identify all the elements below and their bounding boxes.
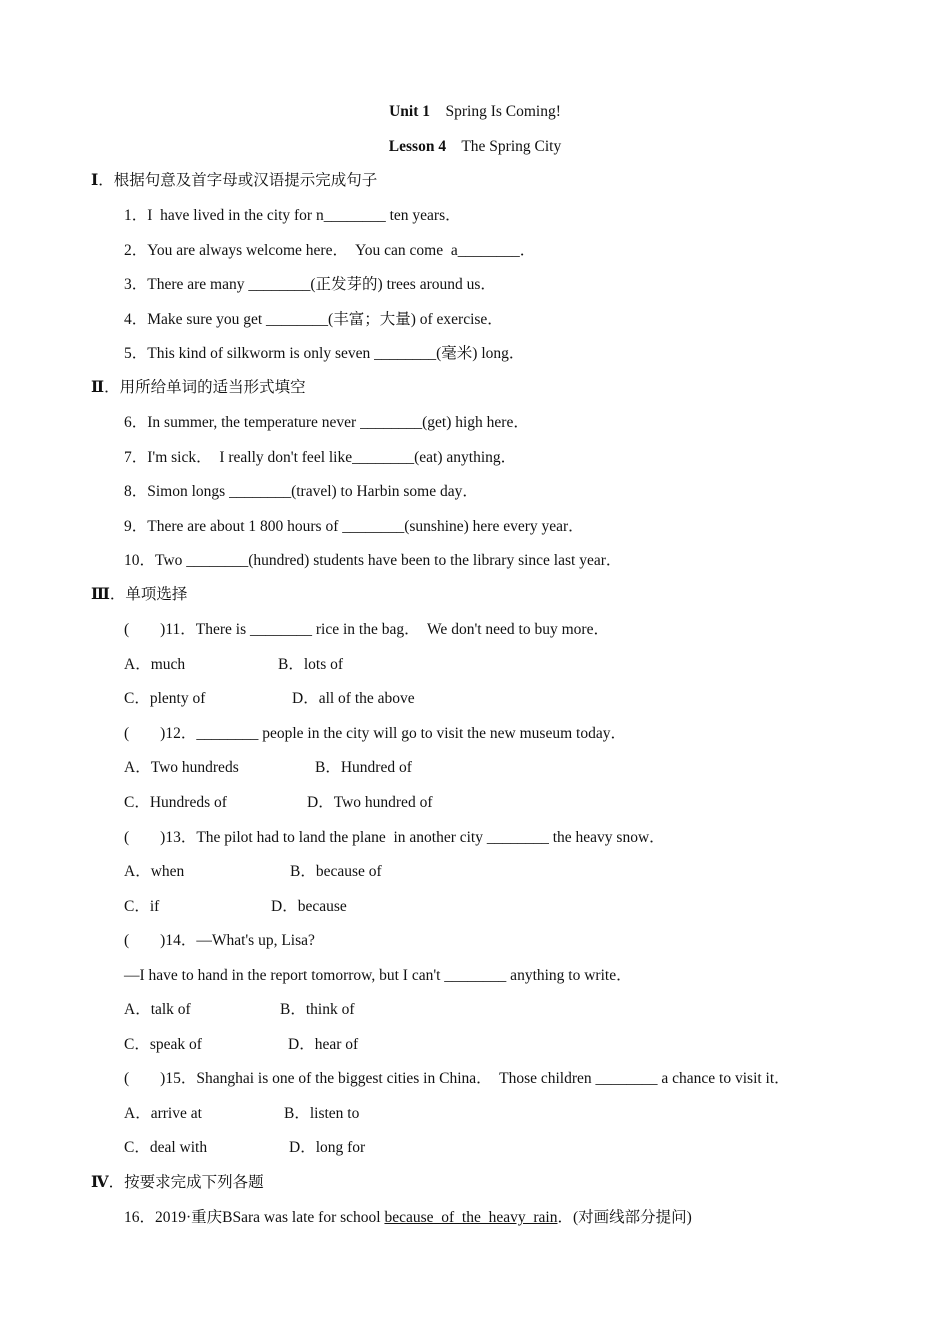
option-11d: D．all of the above xyxy=(292,690,415,707)
question-16: 16．2019·重庆BSara was late for school because of the heavy rain．(对画线部分提问) xyxy=(124,1209,692,1226)
option-14b: B．think of xyxy=(280,1001,355,1018)
option-15b: B．listen to xyxy=(284,1105,360,1122)
question-6: 6．In summer, the temperature never ________(get) high here． xyxy=(124,414,529,431)
question-13: ( )13．The pilot had to land the plane in another city ________ the heavy snow． xyxy=(124,829,665,846)
section-2-heading: Ⅱ．用所给单词的适当形式填空 xyxy=(91,379,306,396)
section-3-heading: Ⅲ．单项选择 xyxy=(91,586,188,603)
question-2: 2．You are always welcome here． You can come a________． xyxy=(124,242,536,259)
question-15: ( )15．Shanghai is one of the biggest cities in China． Those children ________ a chance to visit it． xyxy=(124,1070,790,1087)
option-15c: C．deal with xyxy=(124,1139,208,1156)
option-13b: B．because of xyxy=(290,863,382,880)
option-11a: A．much xyxy=(124,656,186,673)
question-5: 5．This kind of silkworm is only seven ________(毫米) long． xyxy=(124,345,525,362)
question-14: ( )14．—What's up, Lisa? xyxy=(124,932,315,949)
option-14c: C．speak of xyxy=(124,1036,202,1053)
option-13c: C．if xyxy=(124,898,160,915)
question-10: 10．Two ________(hundred) students have been to the library since last year． xyxy=(124,552,622,569)
option-15a: A．arrive at xyxy=(124,1105,202,1122)
option-11c: C．plenty of xyxy=(124,690,206,707)
question-12: ( )12．________ people in the city will go to visit the new museum today． xyxy=(124,725,626,742)
question-14-reply: —I have to hand in the report tomorrow, but I can't ________ anything to write． xyxy=(124,967,632,984)
lesson-heading: Lesson 4 The Spring City xyxy=(388,138,562,155)
underlined-phrase: because of the heavy rain xyxy=(384,1209,558,1226)
option-14a: A．talk of xyxy=(124,1001,191,1018)
option-11b: B．lots of xyxy=(278,656,344,673)
question-3: 3．There are many ________(正发芽的) trees around us． xyxy=(124,276,496,293)
option-13d: D．because xyxy=(271,898,347,915)
question-4: 4．Make sure you get ________(丰富；大量) of exercise． xyxy=(124,311,503,328)
question-11: ( )11．There is ________ rice in the bag． We don't need to buy more． xyxy=(124,621,609,638)
question-8: 8．Simon longs ________(travel) to Harbin some day． xyxy=(124,483,478,500)
section-1-heading: Ⅰ．根据句意及首字母或汉语提示完成句子 xyxy=(91,172,378,189)
question-9: 9．There are about 1 800 hours of ________(sunshine) here every year． xyxy=(124,518,584,535)
option-14d: D．hear of xyxy=(288,1036,359,1053)
question-1: 1．I have lived in the city for n________ ten years． xyxy=(124,207,461,224)
option-15d: D．long for xyxy=(289,1139,366,1156)
option-12b: B．Hundred of xyxy=(315,759,412,776)
option-12a: A．Two hundreds xyxy=(124,759,239,776)
section-4-heading: Ⅳ．按要求完成下列各题 xyxy=(91,1174,264,1191)
unit-heading: Unit 1 Spring Is Coming! xyxy=(389,103,561,120)
option-13a: A．when xyxy=(124,863,185,880)
option-12c: C．Hundreds of xyxy=(124,794,227,811)
question-7: 7．I'm sick． I really don't feel like________(eat) anything． xyxy=(124,449,517,466)
option-12d: D．Two hundred of xyxy=(307,794,433,811)
